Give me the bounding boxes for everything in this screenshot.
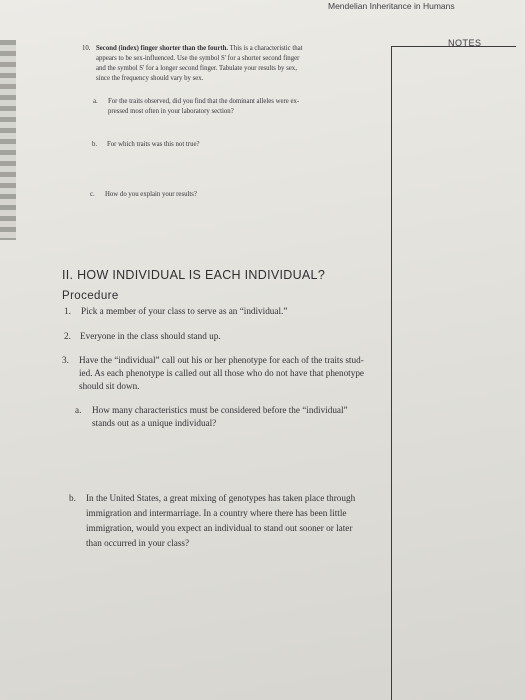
q10-line4: since the frequency should vary by sex. [96,75,204,82]
question-a-line2: stands out as a unique individual? [92,418,217,428]
q10-lead: Second (index) finger shorter than the fourth. [96,45,229,52]
notes-label: NOTES [448,38,482,48]
q10b-text: For which traits was this not true? [107,141,200,148]
question-b-line2: immigration and intermarriage. In a country where there has been little [86,508,347,518]
q10-line2: appears to be sex-influenced. Use the symbol S' for a shorter second finger [96,55,300,62]
step-3-number: 3. [62,355,69,365]
step-3-line2: ied. As each phenotype is called out all those who do not have that phenotype [79,368,364,378]
notes-column-divider [391,46,392,700]
step-3-line3: should sit down. [79,381,140,391]
step-2-number: 2. [64,331,71,341]
question-b-line1: In the United States, a great mixing of genotypes has taken place through [86,493,356,503]
step-1-text: Pick a member of your class to serve as an “individual.” [81,306,288,316]
running-title: Mendelian Inheritance in Humans [328,1,455,11]
question-b-line4: than occurred in your class? [86,538,190,548]
q10-line3: and the symbol S' for a longer second finger. Tabulate your results by sex, [96,65,297,72]
q10-number: 10. [82,45,91,52]
question-b-letter: b. [69,493,76,503]
question-b-line3: immigration, would you expect an individual to stand out sooner or later [86,523,353,533]
q10b-letter: b. [92,141,98,148]
step-2-text: Everyone in the class should stand up. [80,331,221,341]
q10a-letter: a. [93,98,98,105]
procedure-title: Procedure [62,290,119,302]
q10-line1 [96,44,303,54]
step-3-line1: Have the “individual” call out his or her phenotype for each of the traits stud- [79,355,364,365]
question-a-line1: How many characteristics must be considered before the “individual” [92,405,348,415]
question-a-letter: a. [75,405,82,415]
q10c-letter: c. [90,191,95,198]
q10c-text: How do you explain your results? [105,191,197,198]
spiral-binding [0,40,16,240]
section-heading: II. HOW INDIVIDUAL IS EACH INDIVIDUAL? [62,268,326,282]
q10-line1-rest: This is a characteristic that [228,45,303,52]
q10a-line2: pressed most often in your laboratory section? [108,108,234,115]
q10a-line1: For the traits observed, did you find that the dominant alleles were ex- [108,98,300,105]
step-1-number: 1. [64,306,71,316]
